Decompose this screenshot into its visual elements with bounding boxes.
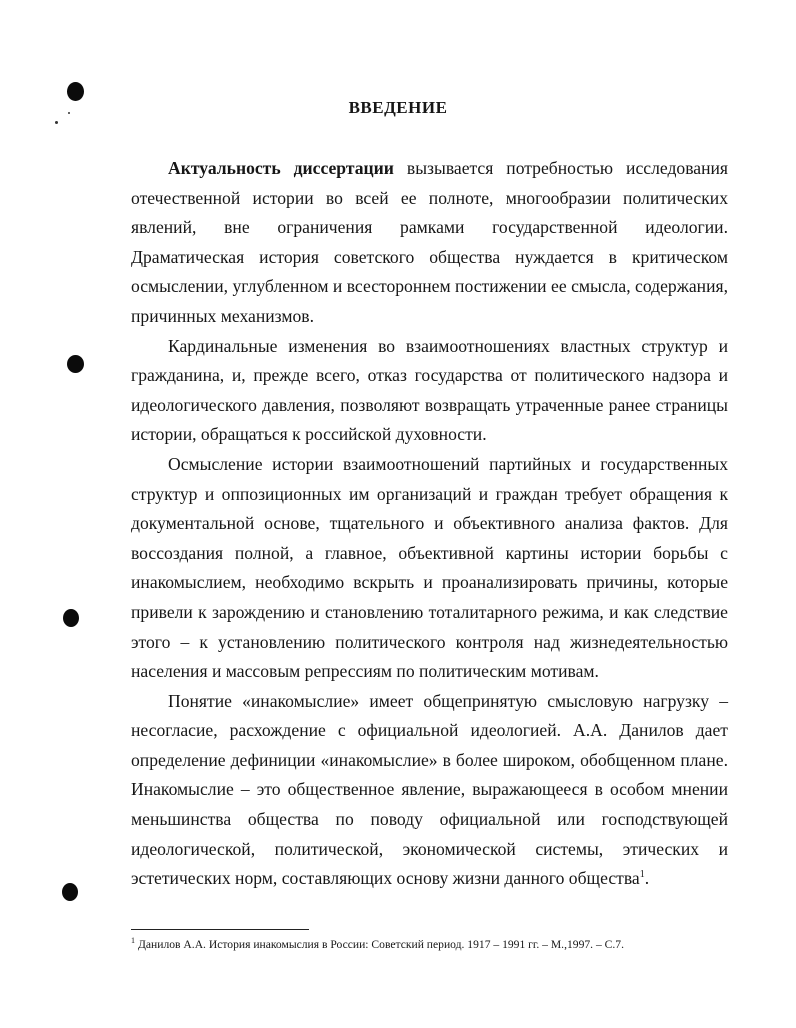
- paragraph-text: Осмысление истории взаимоотношений партийных и государственных структур и оппозиционных им организаций и граждан требует обращения к документальной основе, тщательного и объективного анализа фактов. Для воссоздания полной, а главное, объективной картины истории борьбы с инакомыслием, необходимо вскрыть и проанализировать причины, которые привели к зарождению и становлению тоталитарного режима, и как следствие этого – к установлению политического контроля над жизнедеятельностью населения и массовым репрессиям по политическим мотивам.: [131, 453, 728, 682]
- paragraph-lead: Актуальность диссертации: [168, 158, 394, 178]
- page-title: ВВЕДЕНИЕ: [348, 98, 448, 117]
- punch-hole: [62, 883, 78, 901]
- paragraph-2: [131, 332, 728, 450]
- paragraph-text: вызывается потребностью исследования отечественной истории во всей ее полноте, многообразии политических явлений, вне ограничения рамками государственной идеологии. Драматическая история советского общества нуждается в критическом осмыслении, углубленном и всестороннем постижении ее смысла, содержания, причинных механизмов.: [131, 158, 728, 326]
- paragraph-text: Понятие «инакомыслие» имеет общепринятую смысловую нагрузку – несогласие, расхождение с официальной идеологией. А.А. Данилов дает определение дефиниции «инакомыслие» в более широком, обобщенном плане. Инакомыслие – это общественное явление, выражающееся в особом мнении меньшинства общества по поводу официальной или господствующей идеологической, политической, экономической системы, этических и эстетических норм, составляющих основу жизни данного общества: [131, 690, 728, 889]
- paragraph-text: Кардинальные изменения во взаимоотношениях властных структур и гражданина, и, прежде всего, отказ государства от политического надзора и идеологического давления, позволяют возвращать утраченные ранее страницы истории, обращаться к российской духовности.: [131, 335, 728, 445]
- punch-hole: [63, 609, 79, 627]
- body-text: [131, 154, 728, 894]
- paragraph-3: [131, 450, 728, 687]
- footnote-text: Данилов А.А. История инакомыслия в России: Советский период. 1917 – 1991 гг. – М.,1997. – С.7.: [138, 938, 624, 951]
- footnote-reference: 1: [639, 869, 645, 881]
- paragraph-4: Понятие «инакомыслие» имеет общепринятую смысловую нагрузку – несогласие, расхождение с официальной идеологией. А.А. Данилов дает определение дефиниции «инакомыслие» в более широком, обобщенном плане. Инакомыслие – это общественное явление, выражающееся в особом мнении меньшинства общества по поводу официальной или господствующей идеологической, политической, экономической системы, этических и эстетических норм, составляющих основу жизни данного общества$^1$.: [131, 690, 728, 889]
- footnote-divider: [131, 929, 309, 930]
- footnote: [131, 937, 731, 952]
- footnote-mark: 1: [131, 936, 135, 946]
- scan-speck: [55, 121, 58, 124]
- punch-hole: [67, 355, 84, 373]
- paragraph-1: [131, 154, 728, 332]
